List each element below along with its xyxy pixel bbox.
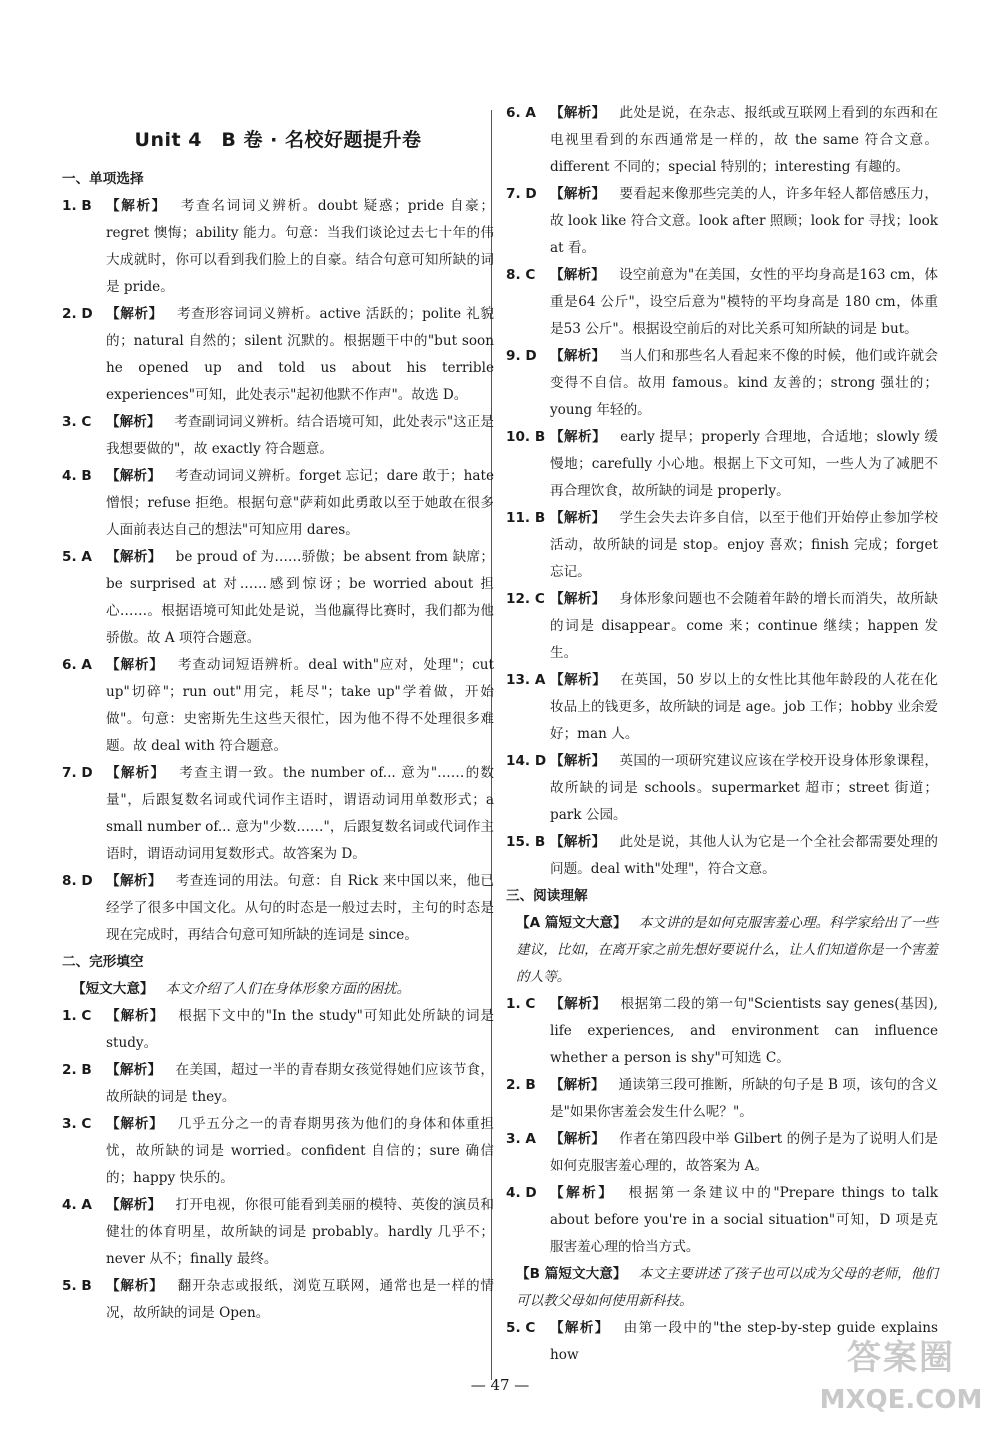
answer-explanation [550, 829, 938, 883]
analysis-tag: 【解析】 [106, 1278, 164, 1294]
answer-explanation [550, 1180, 938, 1261]
explanation-text: 由第一段中的"the step-by-step guide explains how [550, 1320, 938, 1363]
answer-item [62, 409, 494, 463]
summary-text: 本文讲的是如何克服害羞心理。科学家给出了一些建议，比如，在离开家之前先想好要说什么，让人们知道你是一个害羞的人等。 [516, 915, 938, 985]
answer-explanation [106, 463, 494, 544]
answer-explanation [106, 868, 494, 949]
answer-explanation [106, 301, 494, 409]
answer-number: 5. A [62, 549, 92, 565]
analysis-tag: 【解析】 [106, 1008, 165, 1024]
answer-number: 1. B [62, 198, 92, 214]
answer-item [506, 829, 938, 883]
answer-explanation [550, 262, 938, 343]
analysis-tag: 【解析】 [106, 1116, 164, 1132]
explanation-text: 学生会失去许多自信，以至于他们开始停止参加学校活动，故所缺的词是 stop。enjoy 喜欢；finish 完成；forget 忘记。 [550, 510, 939, 580]
answer-number: 11. B [506, 510, 546, 526]
analysis-tag: 【解析】 [550, 348, 606, 364]
answer-number: 2. B [62, 1062, 92, 1078]
answer-item [506, 181, 938, 262]
analysis-tag: 【解析】 [550, 1131, 606, 1147]
answer-number: 6. A [62, 657, 92, 673]
analysis-tag: 【解析】 [550, 105, 606, 121]
answer-item [506, 1072, 938, 1126]
page-title: Unit 4 B 卷 · 名校好题提升卷 [134, 129, 422, 151]
explanation-text: 翻开杂志或报纸，浏览互联网，通常也是一样的情况，故所缺的词是 Open。 [106, 1278, 495, 1321]
left-column [62, 100, 494, 1327]
watermark-line1: 答案圈 [847, 1338, 955, 1378]
analysis-tag: 【解析】 [550, 996, 607, 1012]
answer-explanation [550, 181, 938, 262]
analysis-tag: 【解析】 [550, 1320, 610, 1336]
explanation-text: 几乎五分之一的青春期男孩为他们的身体和体重担忧，故所缺的词是 worried。confident 自信的；sure 确信的；happy 快乐的。 [106, 1116, 495, 1186]
analysis-tag: 【解析】 [550, 186, 606, 202]
answer-item [62, 1111, 494, 1192]
answer-number: 8. D [62, 873, 93, 889]
analysis-tag: 【解析】 [106, 1197, 162, 1213]
answer-number: 2. B [506, 1077, 536, 1093]
answer-number: 6. A [506, 105, 536, 121]
answer-explanation [550, 343, 938, 424]
answer-explanation [550, 1126, 938, 1180]
answer-explanation [550, 667, 938, 748]
analysis-tag: 【解析】 [550, 429, 607, 445]
explanation-text: 根据第一条建议中的"Prepare things to talk about before you're in a social situation"可知，D 项是克服害羞心理的恰当方式。 [550, 1185, 938, 1255]
explanation-text: 身体形象问题也不会随着年龄的增长而消失，故所缺的词是 disappear。come 来；continue 继续；happen 发生。 [550, 591, 939, 661]
section-heading: 二、完形填空 [62, 954, 144, 970]
passage-summary [506, 1261, 938, 1315]
answer-explanation [550, 586, 938, 667]
right-answer-list [506, 100, 938, 1369]
answer-item [62, 1273, 494, 1327]
answer-item [506, 667, 938, 748]
section-heading: 一、单项选择 [62, 171, 144, 187]
answer-explanation [550, 1072, 938, 1126]
explanation-text: 通读第三段可推断，所缺的句子是 B 项，该句的含义是"如果你害羞会发生什么呢？"。 [550, 1077, 939, 1120]
answer-number: 1. C [62, 1008, 92, 1024]
answer-explanation [106, 1003, 494, 1057]
analysis-tag: 【解析】 [106, 765, 166, 781]
answer-item [62, 760, 494, 868]
answer-number: 1. C [506, 996, 536, 1012]
answer-number: 7. D [62, 765, 93, 781]
explanation-text: 根据第二段的第一句"Scientists say genes(基因), life experiences, and environment can influence whether a person is shy"可知选 C。 [550, 996, 938, 1066]
answer-item [62, 652, 494, 760]
analysis-tag: 【解析】 [550, 1185, 615, 1201]
section-heading: 三、阅读理解 [506, 888, 588, 904]
answer-item [506, 748, 938, 829]
explanation-text: 此处是说，其他人认为它是一个全社会都需要处理的问题。deal with"处理"，符合文意。 [550, 834, 939, 877]
answer-item [506, 505, 938, 586]
answer-explanation [106, 1192, 494, 1273]
analysis-tag: 【解析】 [106, 657, 164, 673]
answer-explanation [106, 193, 494, 301]
summary-text: 本文介绍了人们在身体形象方面的困扰。 [165, 981, 411, 997]
explanation-text: 考查连词的用法。句意：自 Rick 来中国以来，他已经学了很多中国文化。从句的时态是一般过去时，主句的时态是现在完成时，再结合句意可知所缺的连词是 since。 [106, 873, 494, 943]
answer-explanation [106, 652, 494, 760]
answer-number: 3. C [62, 1116, 92, 1132]
answer-explanation [106, 409, 494, 463]
answer-number: 5. C [506, 1320, 536, 1336]
explanation-text: 设空前意为"在美国，女性的平均身高是163 cm，体重是64 公斤"，设空后意为"模特的平均身高是 180 cm，体重是53 公斤"。根据设空前后的对比关系可知所缺的词是 but。 [550, 267, 939, 337]
answer-number: 15. B [506, 834, 546, 850]
analysis-tag: 【解析】 [106, 1062, 162, 1078]
answer-item [62, 1057, 494, 1111]
analysis-tag: 【解析】 [106, 306, 164, 322]
answer-number: 14. D [506, 753, 547, 769]
answer-number: 7. D [506, 186, 537, 202]
explanation-text: 作者在第四段中举 Gilbert 的例子是为了说明人们是如何克服害羞心理的，故答案为 A。 [550, 1131, 939, 1174]
answer-explanation [550, 991, 938, 1072]
watermark-line2: MXQE.COM [819, 1385, 983, 1415]
answer-item [62, 463, 494, 544]
analysis-tag: 【解析】 [106, 414, 161, 430]
answer-item [506, 262, 938, 343]
analysis-tag: 【解析】 [106, 468, 162, 484]
answer-item [506, 1180, 938, 1261]
answer-explanation [106, 1111, 494, 1192]
answer-item [62, 1003, 494, 1057]
summary-label: 【A 篇短文大意】 [516, 915, 627, 931]
analysis-tag: 【解析】 [550, 267, 606, 283]
watermark-logo [812, 1336, 990, 1428]
summary-text: 本文主要讲述了孩子也可以成为父母的老师，他们可以教父母如何使用新科技。 [516, 1266, 939, 1309]
left-answer-list [62, 166, 494, 1327]
answer-item [506, 586, 938, 667]
answer-explanation [550, 505, 938, 586]
answer-number: 4. D [506, 1185, 537, 1201]
analysis-tag: 【解析】 [550, 1077, 605, 1093]
answer-number: 12. C [506, 591, 545, 607]
right-column [506, 100, 938, 1369]
explanation-text: 当人们和那些名人看起来不像的时候，他们或许就会变得不自信。故用 famous。kind 友善的；strong 强壮的；young 年轻的。 [550, 348, 939, 418]
analysis-tag: 【解析】 [106, 549, 162, 565]
analysis-tag: 【解析】 [106, 873, 162, 889]
answer-item [62, 193, 494, 301]
answer-item [62, 1192, 494, 1273]
analysis-tag: 【解析】 [106, 198, 167, 214]
explanation-text: 要看起来像那些完美的人，许多年轻人都倍感压力，故 look like 符合文意。look after 照顾；look for 寻找；look at 看。 [550, 186, 939, 256]
answer-item [506, 424, 938, 505]
answer-number: 9. D [506, 348, 537, 364]
answer-number: 13. A [506, 672, 546, 688]
answer-item [62, 868, 494, 949]
answer-explanation [550, 100, 938, 181]
summary-label: 【短文大意】 [72, 981, 154, 997]
answer-number: 4. B [62, 468, 92, 484]
analysis-tag: 【解析】 [550, 834, 606, 850]
analysis-tag: 【解析】 [550, 591, 606, 607]
summary-label: 【B 篇短文大意】 [516, 1266, 627, 1282]
explanation-text: 在美国，超过一半的青春期女孩觉得她们应该节食，故所缺的词是 they。 [106, 1062, 495, 1105]
answer-item [506, 343, 938, 424]
explanation-text: 在英国，50 岁以上的女性比其他年龄段的人花在化妆品上的钱更多，故所缺的词是 age。job 工作；hobby 业余爱好；man 人。 [550, 672, 939, 742]
explanation-text: be proud of 为……骄傲；be absent from 缺席；be surprised at 对……感到惊讶；be worried about 担心……。根据语境可知此处是说，当他赢得比赛时，我们都为他骄傲。故 A 项符合题意。 [106, 549, 495, 646]
answer-item [62, 301, 494, 409]
answer-number: 5. B [62, 1278, 92, 1294]
answer-number: 3. C [62, 414, 92, 430]
explanation-text: 此处是说，在杂志、报纸或互联网上看到的东西和在电视里看到的东西通常是一样的，故 the same 符合文意。different 不同的；special 特别的；interesting 有趣的。 [550, 105, 939, 175]
passage-summary [506, 910, 938, 991]
answer-explanation [106, 1057, 494, 1111]
explanation-text: 英国的一项研究建议应该在学校开设身体形象课程，故所缺的词是 schools。supermarket 超市；street 街道；park 公园。 [550, 753, 939, 823]
answer-explanation [106, 1273, 494, 1327]
answer-number: 4. A [62, 1197, 92, 1213]
answer-explanation [106, 760, 494, 868]
explanation-text: early 提早；properly 合理地，合适地；slowly 缓慢地；carefully 小心地。根据上下文可知，一些人为了减肥不再合理饮食，故所缺的词是 properly。 [550, 429, 939, 499]
analysis-tag: 【解析】 [550, 753, 606, 769]
explanation-text: 考查动词短语辨析。deal with"应对，处理"；cut up"切碎"；run out"用完，耗尽"；take up"学着做，开始做"。句意：史密斯先生这些天很忙，因为他不得不处理很多难题。故 deal with 符合题意。 [106, 657, 494, 754]
answer-item [506, 991, 938, 1072]
explanation-text: 考查形容词词义辨析。active 活跃的；polite 礼貌的；natural 自然的；silent 沉默的。根据题干中的"but soon he opened up and told us about his terrible experiences"可知，此处表示"起初他默不作声"。故选 D。 [106, 306, 495, 403]
answer-number: 8. C [506, 267, 536, 283]
page-number: — 47 — [470, 1376, 530, 1394]
explanation-text: 打开电视，你很可能看到美丽的模特、英俊的演员和健壮的体育明星，故所缺的词是 probably。hardly 几乎不；never 从不；finally 最终。 [106, 1197, 495, 1267]
analysis-tag: 【解析】 [550, 510, 606, 526]
answer-number: 10. B [506, 429, 546, 445]
answer-item [506, 1126, 938, 1180]
explanation-text: 考查动词词义辨析。forget 忘记；dare 敢于；hate 憎恨；refuse 拒绝。根据句意"萨莉如此勇敢以至于她敢在很多人面前表达自己的想法"可知应用 dares。 [106, 468, 495, 538]
passage-summary [62, 976, 494, 1003]
answer-number: 2. D [62, 306, 93, 322]
explanation-text: 考查主谓一致。the number of... 意为"……的数量"，后跟复数名词或代词作主语时，谓语动词用单数形式；a small number of... 意为"少数……"，后跟复数名词或代词作主语时，谓语动词用复数形式。故答案为 D。 [106, 765, 494, 862]
explanation-text: 考查副词词义辨析。结合语境可知，此处表示"这正是我想要做的"，故 exactly 符合题意。 [106, 414, 494, 457]
answer-explanation [106, 544, 494, 652]
answer-number: 3. A [506, 1131, 536, 1147]
explanation-text: 考查名词词义辨析。doubt 疑惑；pride 自豪；regret 懊悔；ability 能力。句意：当我们谈论过去七十年的伟大成就时，你可以看到我们脸上的自豪。结合句意可知所缺的词是 pride。 [106, 198, 495, 295]
answer-explanation [550, 424, 938, 505]
explanation-text: 根据下文中的"In the study"可知此处所缺的词是 study。 [106, 1008, 495, 1051]
answer-explanation [550, 748, 938, 829]
analysis-tag: 【解析】 [550, 672, 607, 688]
answer-item [62, 544, 494, 652]
answer-item [506, 100, 938, 181]
